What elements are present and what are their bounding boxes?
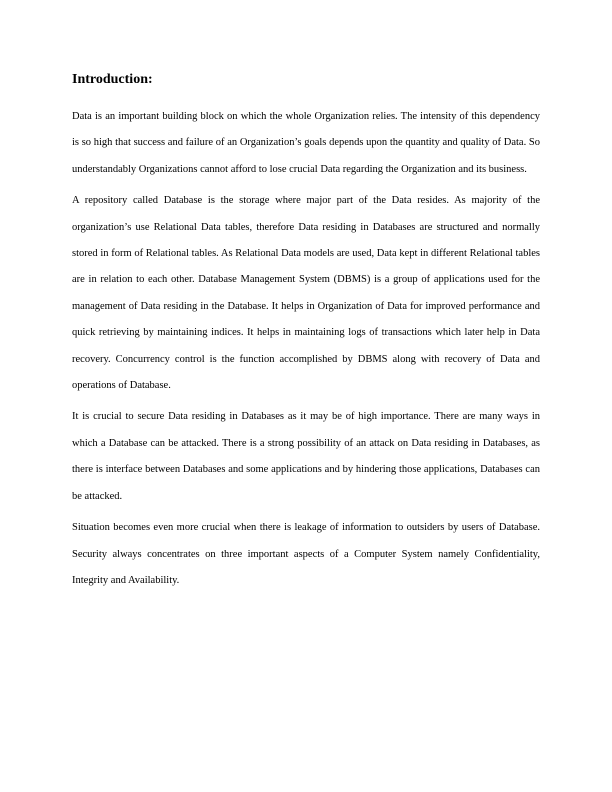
paragraph-database-dbms: A repository called Database is the storage where major part of the Data resides. As majority of the organization’s use Relational Data tables, therefore Data residing in Databases are structured and normally stored in form of Relational tables. As Relational Data models are used, Data kept in different Relational tables are in relation to each other. Database Management System (DBMS) is a group of applications used for the management of Data residing in the Database. It helps in Organization of Data for improved performance and quick retrieving by maintaining indices. It helps in maintaining logs of transactions which later help in Data recovery. Concurrency control is the function accomplished by DBMS along with recovery of Data and operations of Database. <box>72 195 540 392</box>
document-page <box>72 70 540 599</box>
section-heading: Introduction: <box>72 72 153 87</box>
paragraph-security-aspects: Situation becomes even more crucial when there is leakage of information to outsiders by users of Database. Security always concentrates on three important aspects of a Computer System namely Confidentiality, Integrity and Availability. <box>72 522 540 586</box>
paragraph-data-importance: Data is an important building block on which the whole Organization relies. The intensity of this dependency is so high that success and failure of an Organization’s goals depends upon the quantity and quality of Data. So understandably Organizations cannot afford to lose crucial Data regarding the Organization and its business. <box>72 111 540 175</box>
paragraph-database-security: It is crucial to secure Data residing in Databases as it may be of high importance. There are many ways in which a Database can be attacked. There is a strong possibility of an attack on Data residing in Databases, as there is interface between Databases and some applications and by hindering those applications, Databases can be attacked. <box>72 411 540 502</box>
